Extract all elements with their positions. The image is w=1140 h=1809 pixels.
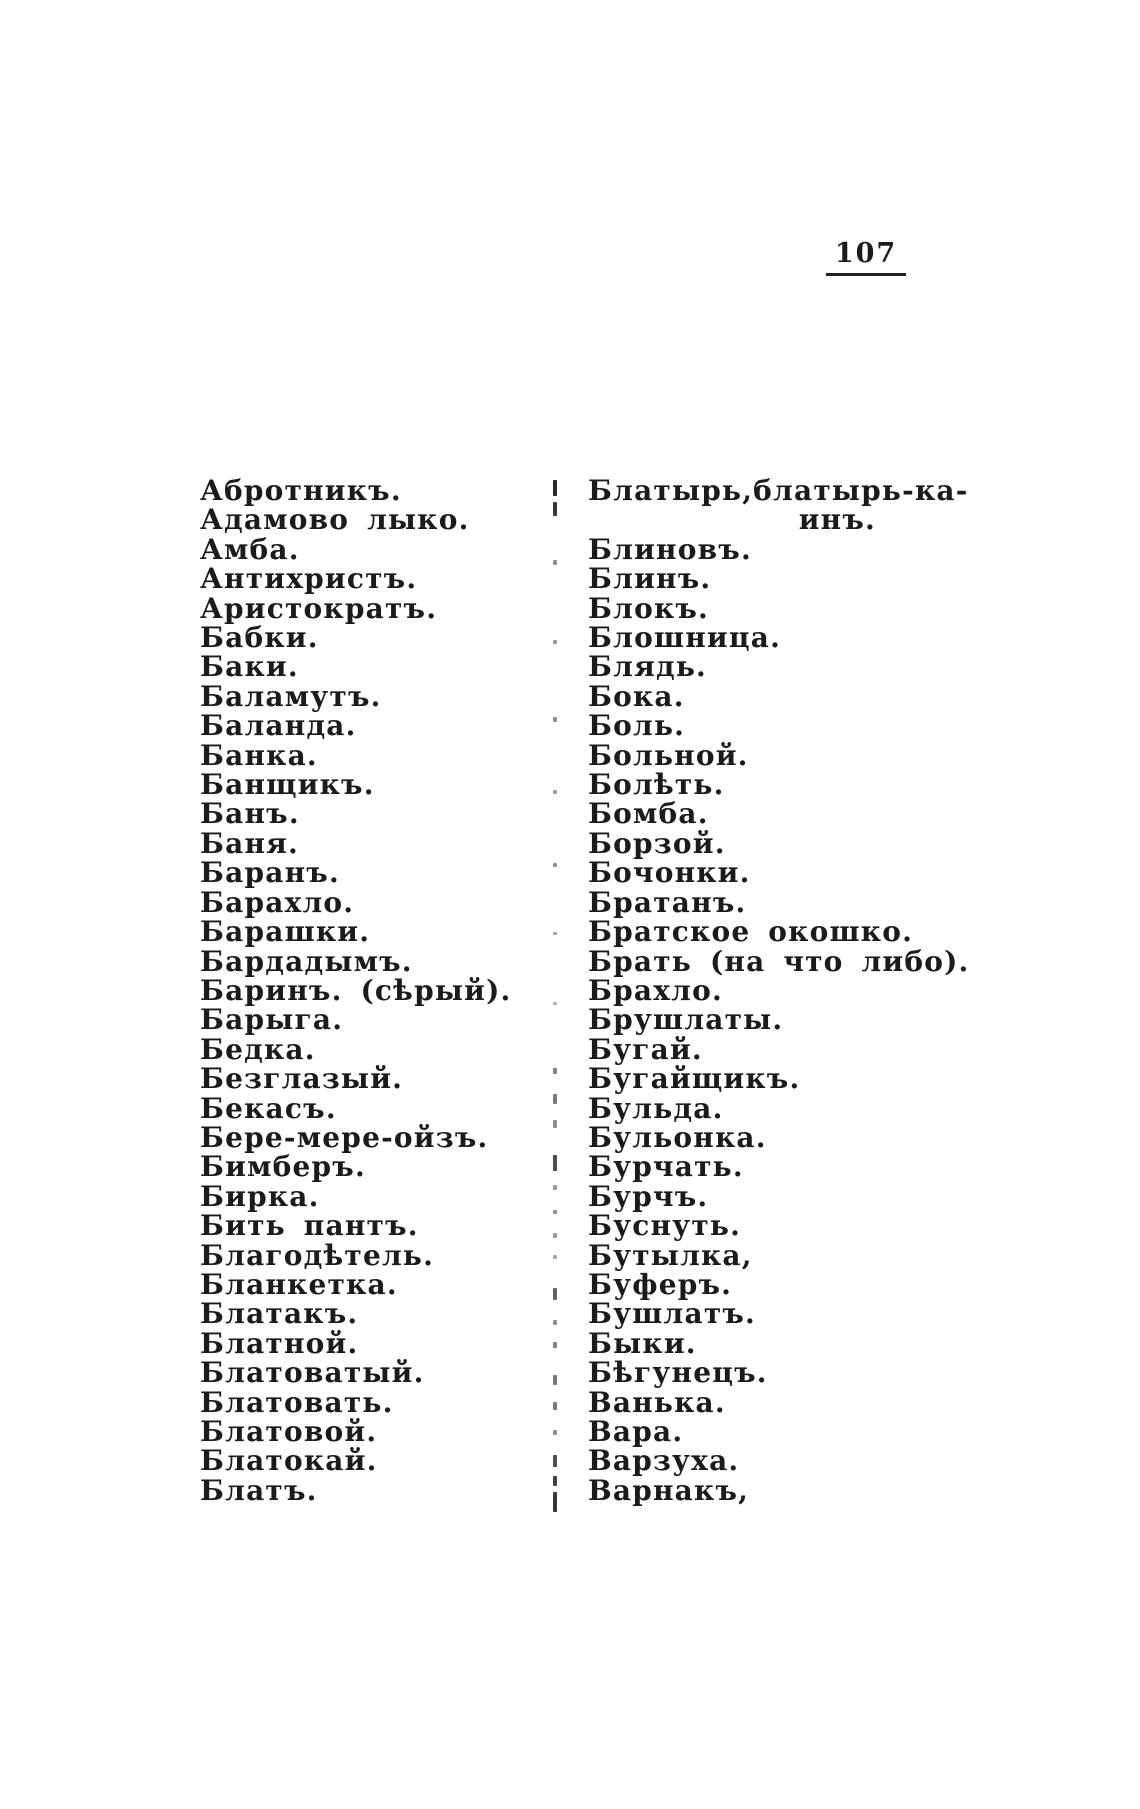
word-entry-part: блатырь-ка- bbox=[753, 474, 969, 507]
word-entry: Баламутъ. bbox=[200, 679, 382, 713]
word-entry: Бушлатъ. bbox=[588, 1297, 757, 1331]
word-entry-part: Блатырь, bbox=[588, 474, 754, 507]
word-entry: Больной. bbox=[588, 738, 749, 772]
word-entry: Баки. bbox=[200, 650, 299, 684]
word-entry: Буснуть. bbox=[588, 1209, 742, 1243]
word-entry: Бедка. bbox=[200, 1032, 316, 1066]
word-entry: Быки. bbox=[588, 1326, 697, 1360]
word-entry: Бимберъ. bbox=[200, 1150, 366, 1184]
word-entry: Буферъ. bbox=[588, 1267, 733, 1301]
word-entry: Баланда. bbox=[200, 709, 357, 743]
word-entry: Братанъ. bbox=[588, 885, 747, 919]
word-entry: Баня. bbox=[200, 826, 299, 860]
word-entry: Блиновъ. bbox=[588, 532, 752, 566]
word-entry: Блатоватый. bbox=[200, 1356, 425, 1390]
word-entry: Ванька. bbox=[588, 1385, 726, 1419]
page-number: 107 bbox=[826, 238, 906, 276]
word-entry: Болѣть. bbox=[588, 768, 725, 802]
word-entry: Адамово лыко. bbox=[200, 503, 470, 537]
word-entry: Абротникъ. bbox=[200, 474, 402, 507]
word-entry: Бланкетка. bbox=[200, 1267, 398, 1301]
word-entry: Барыга. bbox=[200, 1003, 344, 1037]
word-entry: Бабки. bbox=[200, 621, 319, 655]
word-entry: Благодѣтель. bbox=[200, 1238, 435, 1272]
word-entry: Бурчъ. bbox=[588, 1179, 709, 1213]
word-entry: Аристократъ. bbox=[200, 591, 438, 625]
word-entry: Бугай. bbox=[588, 1032, 703, 1066]
word-entry: инъ. bbox=[798, 503, 876, 537]
word-entry: Блатъ. bbox=[200, 1473, 318, 1507]
word-entry: Баринъ. (сѣрый). bbox=[200, 973, 512, 1007]
word-entry: Блошница. bbox=[588, 621, 782, 655]
word-entry: Бере-мере-ойзъ. bbox=[200, 1120, 489, 1154]
word-entry: Бугайщикъ. bbox=[588, 1062, 801, 1096]
word-entry: Бутылка, bbox=[588, 1238, 753, 1272]
word-entry: Блинъ. bbox=[588, 562, 712, 596]
word-entry: Амба. bbox=[200, 532, 300, 566]
word-entry: Брать (на что либо). bbox=[588, 944, 970, 978]
word-entry: Антихристъ. bbox=[200, 562, 418, 596]
word-entry: Бекасъ. bbox=[200, 1091, 337, 1125]
word-entry: Варзуха. bbox=[588, 1444, 740, 1478]
word-entry: Варнакъ, bbox=[588, 1473, 750, 1507]
word-entry: Барахло. bbox=[200, 885, 355, 919]
word-entry: Блядь. bbox=[588, 650, 707, 684]
word-entry: Бѣгунецъ. bbox=[588, 1356, 768, 1390]
word-list-right-column bbox=[588, 474, 970, 1507]
word-entry: Бока. bbox=[588, 679, 685, 713]
word-entry: Блатакъ. bbox=[200, 1297, 359, 1331]
word-entry: Бомба. bbox=[588, 797, 709, 831]
word-entry: Бульда. bbox=[588, 1091, 724, 1125]
word-entry: Блатовой. bbox=[200, 1415, 378, 1448]
word-entry: Барашки. bbox=[200, 915, 371, 949]
word-entry bbox=[588, 474, 969, 507]
word-entry: Банка. bbox=[200, 738, 318, 772]
word-entry: Бурчать. bbox=[588, 1150, 744, 1184]
word-entry: Бить пантъ. bbox=[200, 1209, 419, 1243]
word-entry: Банщикъ. bbox=[200, 768, 375, 802]
word-entry: Борзой. bbox=[588, 826, 726, 860]
word-entry: Вара. bbox=[588, 1415, 684, 1448]
word-entry: Брахло. bbox=[588, 973, 723, 1007]
word-entry: Бардадымъ. bbox=[200, 944, 413, 978]
word-entry: Бочонки. bbox=[588, 856, 751, 890]
word-entry: Баранъ. bbox=[200, 856, 340, 890]
word-entry: Блокъ. bbox=[588, 591, 709, 625]
word-entry: Боль. bbox=[588, 709, 686, 743]
word-entry: Блатовать. bbox=[200, 1385, 394, 1419]
word-entry: Блатной. bbox=[200, 1326, 359, 1360]
word-entry: Бирка. bbox=[200, 1179, 320, 1213]
word-entry: Брушлаты. bbox=[588, 1003, 784, 1037]
word-entry: Банъ. bbox=[200, 797, 300, 831]
word-entry: Братское окошко. bbox=[588, 915, 914, 949]
word-entry: Бульонка. bbox=[588, 1120, 767, 1154]
word-entry: Безглазый. bbox=[200, 1062, 404, 1096]
word-list-left-column bbox=[200, 476, 568, 1505]
word-entry: Блатокай. bbox=[200, 1444, 378, 1478]
